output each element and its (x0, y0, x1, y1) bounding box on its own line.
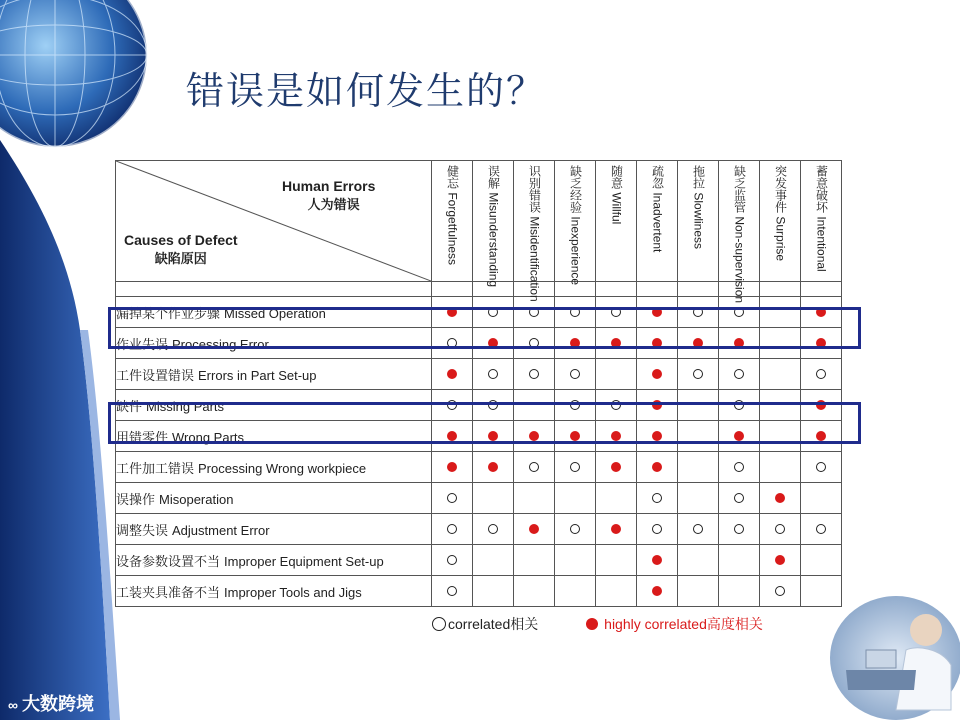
matrix-cell (596, 483, 637, 514)
column-header: 随意 Willful (596, 161, 637, 282)
defect-cause-matrix (115, 160, 842, 607)
correlated-open-circle-icon (488, 524, 498, 534)
matrix-cell (473, 483, 514, 514)
corner-header (116, 161, 432, 282)
correlated-open-circle-icon (570, 307, 580, 317)
matrix-cell (637, 452, 678, 483)
row-label-en: Errors in Part Set-up (198, 367, 317, 383)
row-label-en: Missed Operation (224, 305, 326, 321)
correlated-open-circle-icon (488, 400, 498, 410)
matrix-cell (678, 576, 719, 607)
correlated-open-circle-icon (529, 307, 539, 317)
column-header: 突发事件 Surprise (760, 161, 801, 282)
matrix-cell (719, 390, 760, 421)
table-row (116, 483, 842, 514)
row-label-en: Misoperation (159, 491, 234, 507)
correlated-open-circle-icon (734, 462, 744, 472)
matrix-cell (637, 576, 678, 607)
row-label-zh: 工装夹具准备不当 (116, 585, 221, 601)
correlated-open-circle-icon (734, 524, 744, 534)
matrix-cell (555, 297, 596, 328)
watermark-logo (8, 690, 94, 716)
correlated-open-circle-icon (734, 400, 744, 410)
correlated-open-circle-icon (529, 369, 539, 379)
column-header: 识别错误 Misidentification (514, 161, 555, 282)
correlated-open-circle-icon (652, 493, 662, 503)
highly-correlated-red-dot-icon (816, 307, 826, 317)
highly-correlated-red-dot-icon (652, 555, 662, 565)
correlated-open-circle-icon (775, 524, 785, 534)
matrix-cell (473, 421, 514, 452)
correlated-open-circle-icon (488, 307, 498, 317)
matrix-cell (760, 297, 801, 328)
worker-photo (826, 590, 960, 720)
column-header: 缺乏监管 Non-supervision (719, 161, 760, 282)
correlated-open-circle-icon (447, 524, 457, 534)
row-label (116, 576, 432, 607)
matrix-cell (514, 328, 555, 359)
matrix-cell (637, 359, 678, 390)
matrix-cell (432, 328, 473, 359)
correlated-open-circle-icon (816, 462, 826, 472)
matrix-cell (678, 390, 719, 421)
matrix-cell (719, 576, 760, 607)
matrix-cell (801, 421, 842, 452)
matrix-cell (760, 421, 801, 452)
correlated-open-circle-icon (447, 400, 457, 410)
row-label-zh: 误操作 (116, 492, 156, 508)
matrix-cell (596, 297, 637, 328)
table-row (116, 359, 842, 390)
page-title: 错误是如何发生的？ (186, 69, 547, 113)
matrix-cell (596, 328, 637, 359)
matrix-cell (555, 421, 596, 452)
matrix-cell (719, 359, 760, 390)
column-header: 拖拉 Slowliness (678, 161, 719, 282)
matrix-cell (719, 545, 760, 576)
table-row (116, 576, 842, 607)
correlated-open-circle-icon (447, 555, 457, 565)
matrix-cell (514, 359, 555, 390)
row-label (116, 514, 432, 545)
matrix-cell (555, 359, 596, 390)
row-label-zh: 设备参数设置不当 (116, 554, 221, 570)
matrix-cell (432, 390, 473, 421)
row-label-zh: 作业失误 (116, 337, 169, 353)
table-row (116, 545, 842, 576)
matrix-cell (760, 545, 801, 576)
watermark-icon: ∞ (8, 697, 18, 713)
matrix-cell (719, 514, 760, 545)
highly-correlated-red-dot-icon (570, 338, 580, 348)
highly-correlated-red-dot-icon (652, 462, 662, 472)
matrix-cell (596, 359, 637, 390)
correlated-open-circle-icon (816, 524, 826, 534)
matrix-cell (555, 483, 596, 514)
row-label-en: Improper Tools and Jigs (224, 584, 362, 600)
row-label-zh: 用错零件 (116, 430, 169, 446)
matrix-cell (760, 576, 801, 607)
highly-correlated-red-dot-icon (652, 431, 662, 441)
matrix-cell (678, 421, 719, 452)
human-errors-zh: 人为错误 (307, 198, 360, 213)
highly-correlated-red-dot-icon (775, 493, 785, 503)
correlated-open-circle-icon (734, 307, 744, 317)
matrix-cell (637, 328, 678, 359)
column-header: 蓄意破坏 Intentional (801, 161, 842, 282)
correlated-open-circle-icon (447, 493, 457, 503)
correlated-open-circle-icon (529, 462, 539, 472)
highly-correlated-red-dot-icon (611, 431, 621, 441)
matrix-cell (473, 452, 514, 483)
matrix-body (116, 297, 842, 607)
filled-red-dot-icon (586, 618, 598, 630)
matrix-cell (637, 297, 678, 328)
row-label-zh: 工件设置错误 (116, 368, 195, 384)
table-row (116, 452, 842, 483)
correlated-open-circle-icon (611, 307, 621, 317)
matrix-cell (555, 390, 596, 421)
matrix-cell (719, 483, 760, 514)
matrix-cell (473, 514, 514, 545)
correlated-open-circle-icon (570, 369, 580, 379)
matrix-cell (555, 514, 596, 545)
matrix-cell (432, 483, 473, 514)
causes-zh: 缺陷原因 (154, 252, 207, 267)
human-errors-en: Human Errors (282, 178, 376, 194)
matrix-cell (432, 576, 473, 607)
causes-en: Causes of Defect (124, 232, 238, 248)
correlated-open-circle-icon (693, 307, 703, 317)
legend-correlated (432, 614, 538, 634)
table-row (116, 328, 842, 359)
matrix-cell (678, 328, 719, 359)
table-row (116, 421, 842, 452)
highly-correlated-red-dot-icon (775, 555, 785, 565)
matrix-cell (637, 390, 678, 421)
highly-correlated-red-dot-icon (816, 431, 826, 441)
highly-correlated-red-dot-icon (652, 307, 662, 317)
correlated-open-circle-icon (775, 586, 785, 596)
matrix-cell (801, 297, 842, 328)
matrix-cell (801, 359, 842, 390)
matrix-cell (514, 390, 555, 421)
matrix-cell (678, 297, 719, 328)
matrix-cell (432, 421, 473, 452)
matrix-cell (514, 576, 555, 607)
matrix-cell (473, 359, 514, 390)
open-circle-icon (432, 617, 446, 631)
highly-correlated-red-dot-icon (652, 369, 662, 379)
correlated-open-circle-icon (529, 338, 539, 348)
row-label (116, 421, 432, 452)
matrix-cell (596, 390, 637, 421)
matrix-cell (801, 483, 842, 514)
matrix-cell (678, 359, 719, 390)
row-label-zh: 工件加工错误 (116, 461, 195, 477)
row-label-en: Processing Error (172, 336, 269, 352)
matrix-cell (637, 514, 678, 545)
matrix-cell (514, 421, 555, 452)
row-label-en: Processing Wrong workpiece (198, 460, 367, 476)
highly-correlated-red-dot-icon (447, 307, 457, 317)
matrix-cell (596, 545, 637, 576)
correlated-open-circle-icon (447, 586, 457, 596)
row-label (116, 452, 432, 483)
row-label (116, 359, 432, 390)
highly-correlated-red-dot-icon (734, 338, 744, 348)
highly-correlated-red-dot-icon (652, 338, 662, 348)
matrix-cell (678, 514, 719, 545)
matrix-cell (678, 483, 719, 514)
correlated-open-circle-icon (693, 369, 703, 379)
highly-correlated-red-dot-icon (816, 338, 826, 348)
row-label (116, 297, 432, 328)
matrix-cell (760, 514, 801, 545)
matrix-cell (432, 545, 473, 576)
matrix-cell (719, 452, 760, 483)
matrix-cell (473, 545, 514, 576)
row-label (116, 390, 432, 421)
correlated-open-circle-icon (611, 400, 621, 410)
matrix-cell (678, 452, 719, 483)
matrix-cell (555, 576, 596, 607)
highly-correlated-red-dot-icon (447, 431, 457, 441)
matrix-cell (637, 545, 678, 576)
highly-correlated-red-dot-icon (611, 524, 621, 534)
matrix-cell (801, 390, 842, 421)
matrix-cell (596, 576, 637, 607)
correlated-open-circle-icon (570, 400, 580, 410)
matrix-cell (801, 328, 842, 359)
matrix-cell (760, 328, 801, 359)
highly-correlated-red-dot-icon (529, 431, 539, 441)
correlated-open-circle-icon (734, 369, 744, 379)
matrix-header-row (116, 161, 842, 282)
row-label-en: Missing Parts (146, 398, 225, 414)
matrix-cell (760, 359, 801, 390)
highly-correlated-red-dot-icon (488, 338, 498, 348)
highly-correlated-red-dot-icon (611, 338, 621, 348)
column-header: 误解 Misunderstanding (473, 161, 514, 282)
legend-highly-correlated (586, 614, 763, 634)
correlated-open-circle-icon (734, 493, 744, 503)
highly-correlated-red-dot-icon (734, 431, 744, 441)
matrix-cell (596, 421, 637, 452)
correlated-open-circle-icon (570, 524, 580, 534)
matrix-cell (719, 328, 760, 359)
watermark-text: 大数跨境 (21, 694, 94, 714)
matrix-cell (514, 483, 555, 514)
highly-correlated-red-dot-icon (652, 400, 662, 410)
row-label (116, 545, 432, 576)
matrix-cell (473, 576, 514, 607)
matrix-cell (637, 421, 678, 452)
matrix-cell (514, 514, 555, 545)
correlated-open-circle-icon (693, 524, 703, 534)
matrix-cell (473, 297, 514, 328)
matrix-cell (760, 483, 801, 514)
highly-correlated-red-dot-icon (611, 462, 621, 472)
highly-correlated-red-dot-icon (529, 524, 539, 534)
column-header: 疏忽 Inadvertent (637, 161, 678, 282)
highly-correlated-red-dot-icon (488, 431, 498, 441)
legend-correlated-label: correlated相关 (448, 616, 539, 632)
matrix-cell (432, 514, 473, 545)
highly-correlated-red-dot-icon (652, 586, 662, 596)
matrix-cell (514, 545, 555, 576)
causes-of-defect-label (124, 231, 238, 269)
matrix-cell (555, 452, 596, 483)
correlated-open-circle-icon (488, 369, 498, 379)
correlated-open-circle-icon (447, 338, 457, 348)
column-header: 缺乏经验 Inexperience (555, 161, 596, 282)
row-label (116, 483, 432, 514)
matrix-cell (760, 452, 801, 483)
row-label-zh: 漏掉某个作业步骤 (116, 306, 221, 322)
matrix-cell (719, 421, 760, 452)
highly-correlated-red-dot-icon (447, 369, 457, 379)
highly-correlated-red-dot-icon (570, 431, 580, 441)
highly-correlated-red-dot-icon (693, 338, 703, 348)
matrix-cell (473, 328, 514, 359)
row-label (116, 328, 432, 359)
row-label-en: Adjustment Error (172, 522, 270, 538)
matrix-cell (432, 297, 473, 328)
row-label-zh: 缺件 (116, 399, 143, 415)
legend (432, 614, 763, 634)
matrix-cell (760, 390, 801, 421)
row-label-en: Improper Equipment Set-up (224, 553, 384, 569)
matrix-cell (514, 452, 555, 483)
matrix-cell (596, 452, 637, 483)
matrix-cell (801, 452, 842, 483)
correlated-open-circle-icon (816, 369, 826, 379)
correlated-open-circle-icon (652, 524, 662, 534)
globe-icon (0, 0, 150, 150)
matrix-cell (596, 514, 637, 545)
matrix-cell (473, 390, 514, 421)
matrix-cell (637, 483, 678, 514)
matrix-cell (801, 545, 842, 576)
table-row (116, 514, 842, 545)
human-errors-label (282, 177, 375, 215)
legend-highly-correlated-label: highly correlated高度相关 (604, 616, 763, 632)
matrix-cell (432, 452, 473, 483)
highly-correlated-red-dot-icon (816, 400, 826, 410)
matrix-cell (432, 359, 473, 390)
matrix-cell (678, 545, 719, 576)
table-row (116, 390, 842, 421)
column-header: 健忘 Forgetfulness (432, 161, 473, 282)
row-label-zh: 调整失误 (116, 523, 169, 539)
highly-correlated-red-dot-icon (447, 462, 457, 472)
matrix-cell (555, 328, 596, 359)
matrix-cell (801, 514, 842, 545)
correlated-open-circle-icon (570, 462, 580, 472)
matrix-cell (555, 545, 596, 576)
row-label-en: Wrong Parts (172, 429, 245, 445)
highly-correlated-red-dot-icon (488, 462, 498, 472)
